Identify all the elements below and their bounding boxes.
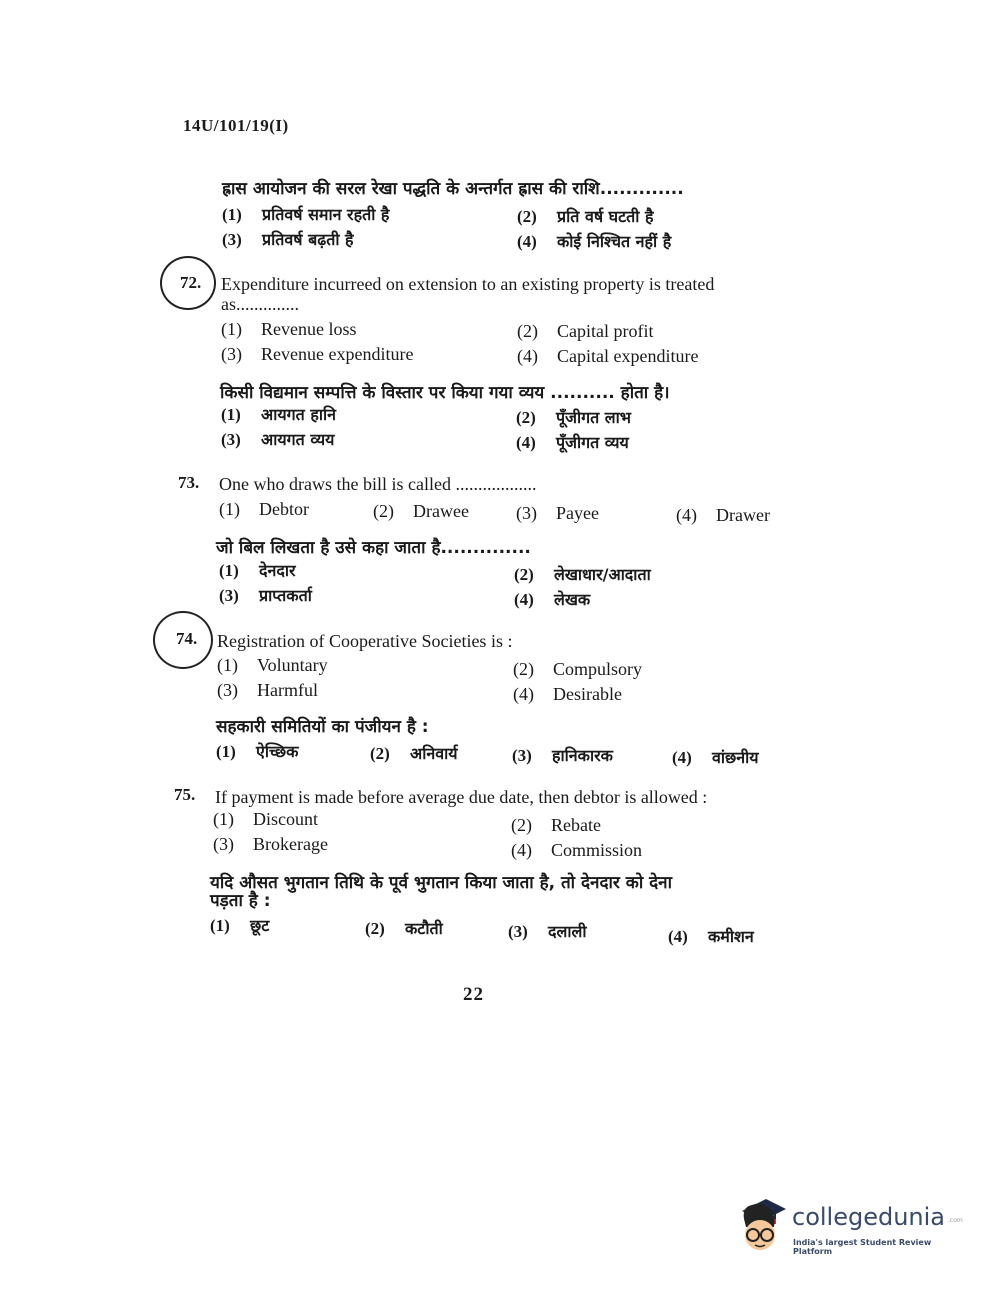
q75-hindi-stem-cont: पड़ता है : (210, 891, 271, 911)
q74-option-1: (1) Voluntary (217, 655, 328, 675)
collegedunia-watermark (736, 1193, 966, 1263)
q71-hindi-option-4: (4) कोई निश्चित नहीं है (517, 232, 672, 251)
q75-option-2: (2) Rebate (511, 815, 601, 835)
watermark-brand: collegedunia (792, 1203, 946, 1231)
q75-option-3: (3) Brokerage (213, 834, 328, 854)
q75-hindi-stem: यदि औसत भुगतान तिथि के पूर्व भुगतान किया जाता है, तो देनदार को देना (210, 873, 673, 893)
q75-option-1: (1) Discount (213, 809, 318, 829)
q75-hindi-option-4: (4) कमीशन (668, 927, 754, 946)
q72-hindi-option-3: (3) आयगत व्यय (221, 430, 335, 449)
q74-hindi-option-2: (2) अनिवार्य (370, 744, 458, 763)
q74-option-2: (2) Compulsory (513, 659, 643, 679)
q74-hindi-option-4: (4) वांछनीय (672, 748, 759, 767)
q73-hindi-stem: जो बिल लिखता है उसे कहा जाता है.............. (216, 538, 531, 558)
q73-option-3: (3) Payee (516, 503, 599, 523)
q71-hindi-option-2: (2) प्रति वर्ष घटती है (517, 207, 654, 226)
q72-hindi-option-2: (2) पूँजीगत लाभ (516, 408, 632, 427)
mascot-icon (736, 1193, 788, 1255)
q72-hindi-stem: किसी विद्यमान सम्पत्ति के विस्तार पर किया गया व्यय .......... होता है। (220, 383, 670, 403)
q72-option-1: (1) Revenue loss (221, 319, 357, 339)
q71-hindi-option-3: (3) प्रतिवर्ष बढ़ती है (222, 230, 354, 249)
q73-hindi-option-2: (2) लेखाधार/आदाता (514, 565, 651, 584)
q75-stem: If payment is made before average due date, then debtor is allowed : (215, 787, 708, 807)
q75-hindi-option-3: (3) दलाली (508, 922, 587, 941)
q71-hindi-option-1: (1) प्रतिवर्ष समान रहती है (222, 205, 390, 224)
q74-stem: Registration of Cooperative Societies is : (217, 631, 513, 651)
q73-hindi-option-3: (3) प्राप्तकर्ता (219, 586, 312, 605)
q73-hindi-option-4: (4) लेखक (514, 590, 591, 609)
q72-stem: Expenditure incurreed on extension to an existing property is treated (221, 274, 715, 294)
q74-option-4: (4) Desirable (513, 684, 622, 704)
q75-option-4: (4) Commission (511, 840, 643, 860)
q72-number: 72. (180, 273, 202, 292)
q72-option-2: (2) Capital profit (517, 321, 654, 341)
watermark-tagline: India's largest Student Review Platform (793, 1238, 932, 1256)
q72-hindi-option-4: (4) पूँजीगत व्यय (516, 433, 629, 452)
q73-option-1: (1) Debtor (219, 499, 309, 519)
q74-hindi-stem: सहकारी समितियों का पंजीयन है : (216, 717, 429, 737)
q73-hindi-option-1: (1) देनदार (219, 561, 296, 580)
page-number: 22 (463, 984, 484, 1005)
q73-option-2: (2) Drawee (373, 501, 469, 521)
q73-option-4: (4) Drawer (676, 505, 770, 525)
q72-option-4: (4) Capital expenditure (517, 346, 699, 366)
q75-hindi-option-1: (1) छूट (210, 916, 270, 935)
q73-number: 73. (178, 473, 200, 492)
q74-hindi-option-1: (1) ऐच्छिक (216, 742, 299, 761)
q74-option-3: (3) Harmful (217, 680, 318, 700)
q74-number: 74. (176, 629, 198, 648)
q75-hindi-option-2: (2) कटौती (365, 919, 443, 938)
q72-hindi-option-1: (1) आयगत हानि (221, 405, 336, 424)
q74-hindi-option-3: (3) हानिकारक (512, 746, 613, 765)
q72-stem-cont: as.............. (221, 294, 299, 314)
q72-option-3: (3) Revenue expenditure (221, 344, 414, 364)
q73-stem: One who draws the bill is called .................. (219, 474, 537, 494)
q71-hindi-stem: ह्रास आयोजन की सरल रेखा पद्धति के अन्तर्गत ह्रास की राशि............. (222, 179, 684, 199)
q75-number: 75. (174, 785, 196, 804)
paper-code: 14U/101/19(I) (183, 116, 289, 135)
watermark-suffix: .com (948, 1217, 963, 1224)
